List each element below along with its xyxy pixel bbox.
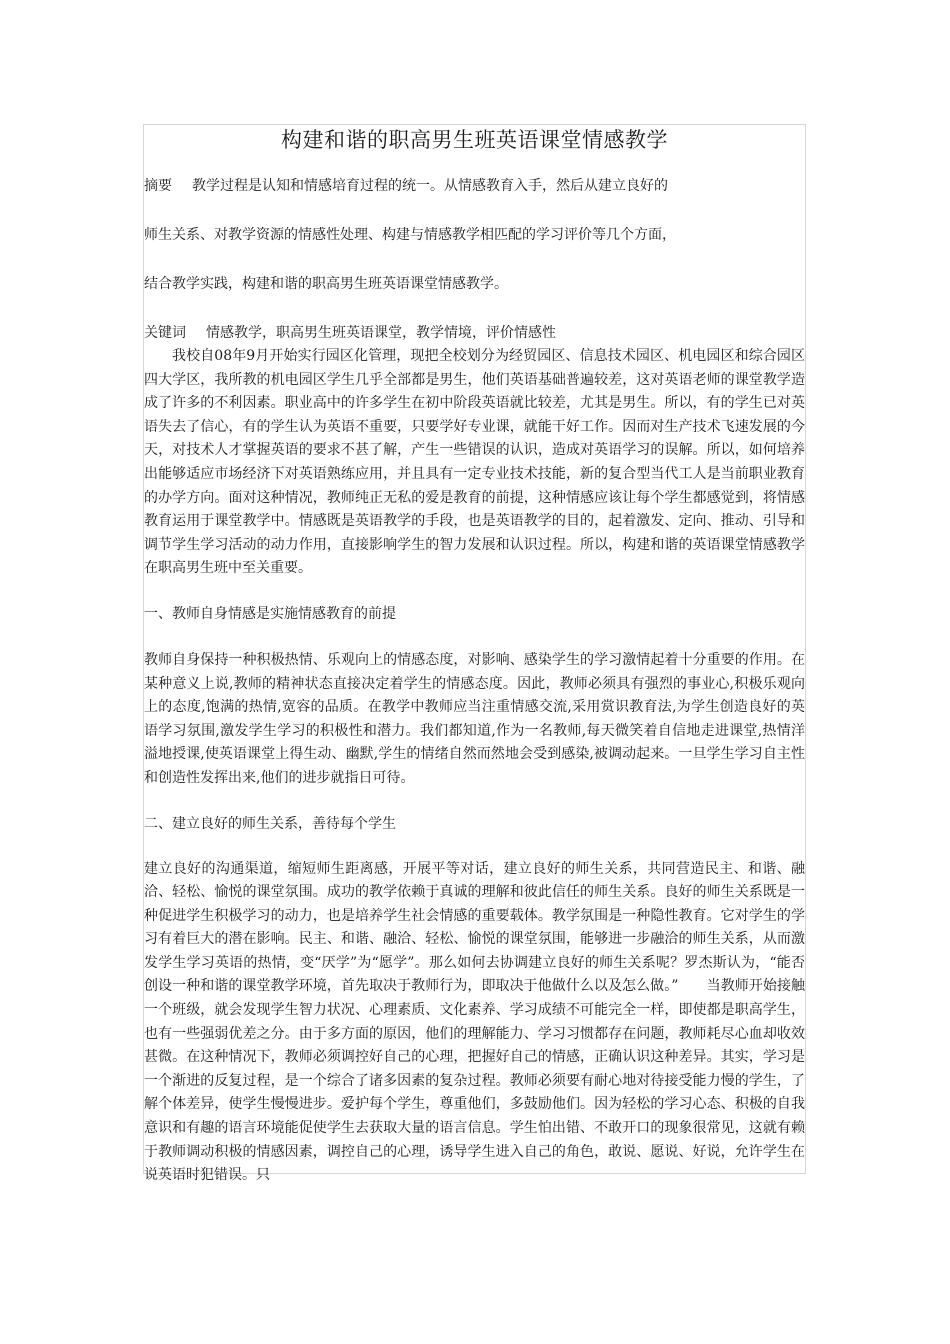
section1-heading: 一、教师自身情感是实施情感教育的前提: [144, 605, 396, 622]
abstract-line-3: 结合教学实践，构建和谐的职高男生班英语课堂情感教学。: [144, 276, 508, 292]
abstract-label: 摘要: [144, 178, 172, 194]
keywords-line: [144, 323, 805, 343]
section2-heading: 二、建立良好的师生关系，善待每个学生: [144, 815, 396, 832]
document-title: 构建和谐的职高男生班英语课堂情感教学: [281, 128, 668, 152]
abstract-text-1: 教学过程是认知和情感培育过程的统一。从情感教育入手，然后从建立良好的: [192, 178, 668, 194]
keywords-label: 关键词: [144, 325, 186, 341]
section1-paragraph: 教师自身保持一种积极热情、乐观向上的情感态度，对影响、感染学生的学习激情起着十分重要的作用。在某种意义上说,教师的精神状态直接决定着学生的情感态度。因此，教师必须具有强烈的事业心,积极乐观向上的态度,饱满的热情,宽容的品质。在教学中教师应当注重情感交流,采用赏识教育法,为学生创造良好的英语学习氛围,激发学生学习的积极性和潜力。我们都知道,作为一名教师,每天微笑着自信地走进课堂,热情洋溢地授课,使英语课堂上得生动、幽默,学生的情绪自然而然地会受到感染,被调动起来。一旦学生学习自主性和创造性发挥出来,他们的进步就指日可待。: [144, 651, 805, 786]
section2-paragraph: 建立良好的沟通渠道，缩短师生距离感，开展平等对话，建立良好的师生关系，共同营造民主、和谐、融洽、轻松、愉悦的课堂氛围。成功的教学依赖于真诚的理解和彼此信任的师生关系。良好的师生关系既是一种促进学生积极学习的动力，也是培养学生社会情感的重要载体。教学氛围是一种隐性教育。它对学生的学习有着巨大的潜在影响。民主、和谐、融洽、轻松、愉悦的课堂氛围，能够进一步融洽的师生关系，从而激发学生学习英语的热情，变“厌学”为“愿学”。那么如何去协调建立良好的师生关系呢？罗杰斯认为，“能否创设一种和谐的课堂教学环境，首先取决于教师行为，即取决于他做什么以及怎么做。” 当教师开始接触一个班级，就会发现学生智力状况、心理素质、文化素养、学习成绩不可能完全一样，即使都是职高学生，也有一些强弱优差之分。由于多方面的原因，他们的理解能力、学习习惯都存在问题，教师耗尽心血却收效甚微。在这种情况下，教师必须调控好自己的心理，把握好自己的情感，正确认识这种差异。其实，学习是一个渐进的反复过程，是一个综合了诸多因素的复杂过程。教师必须要有耐心地对待接受能力慢的学生，了解个体差异，使学生慢慢进步。爱护每个学生，尊重他们，多鼓励他们。因为轻松的学习心态、积极的自我意识和有趣的语言环境能促使学生去获取大量的语言信息。学生怕出错、不敢开口的现象很常见，这就有赖于教师调动积极的情感因素，调控自己的心理，诱导学生进入自己的角色，敢说、愿说、好说，允许学生在说英语时犯错误。只: [144, 860, 805, 1184]
intro-paragraph: 我校自08年9月开始实行园区化管理，现把全校划分为经贸园区、信息技术园区、机电园区和综合园区四大学区，我所教的机电园区学生几乎全部都是男生，他们英语基础普遍较差，这对英语老师的课堂教学造成了许多的不利因素。职业高中的许多学生在初中阶段英语就比较差，尤其是男生。所以，有的学生已对英语失去了信心，有的学生认为英语不重要，只要学好专业课，就能干好工作。因而对生产技术飞速发展的今天，对技术人才掌握英语的要求不甚了解，产生一些错误的认识，造成对英语学习的误解。所以，如何培养出能够适应市场经济下对英语熟练应用，并且具有一定专业技术技能，新的复合型当代工人是当前职业教育的办学方向。面对这种情况，教师纯正无私的爱是教育的前提，这种情感应该让每个学生都感觉到，将情感教育运用于课堂教学中。情感既是英语教学的手段，也是英语教学的目的，起着激发、定向、推动、引导和调节学生学习活动的动力作用，直接影响学生的智力发展和认识过程。所以，构建和谐的英语课堂情感教学在职高男生班中至关重要。: [144, 348, 805, 577]
abstract-line-1: [144, 176, 805, 196]
abstract-line-2: 师生关系、对教学资源的情感性处理、构建与情感教学相匹配的学习评价等几个方面，: [144, 227, 676, 243]
keywords-text: 情感教学，职高男生班英语课堂，教学情境，评价情感性: [206, 325, 556, 341]
document-frame: [143, 124, 806, 1184]
